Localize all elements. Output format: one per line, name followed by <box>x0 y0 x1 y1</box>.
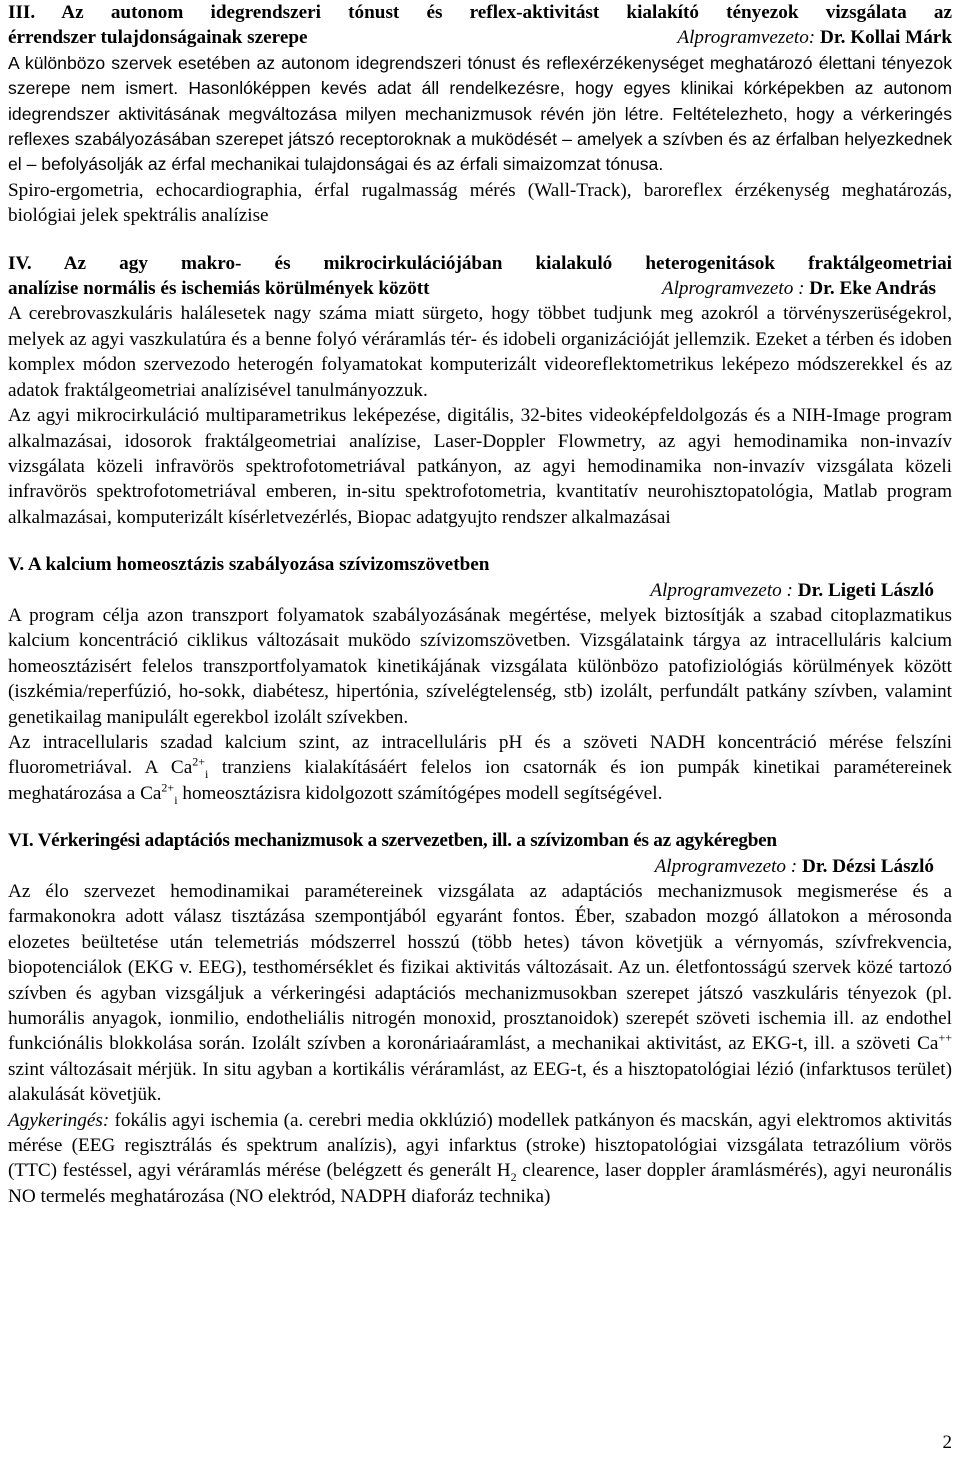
document-page <box>8 0 952 1209</box>
section-5-leader-name: Dr. Ligeti László <box>797 579 934 601</box>
section-4-body: A cerebrovaszkuláris halálesetek nagy száma miatt sürgeto, hogy többet tudjunk meg azokról a törvényszerüségekrol, melyek az agyi vaszkulatúra és a benne folyó véráramlás tér- és idobeli organizációját jellemzik. Ezeket a térben és idoben komplex módon szervezodo heterogén folyamatokat komputerizált videoreflektometrikus leképezo módszerekkel és az adatok fraktálgeometriai analízisével tanulmányozzuk. <box>8 303 952 401</box>
section-6-body: Az élo szervezet hemodinamikai paramétereinek vizsgálata az adaptációs mechanizmusok megismerése és a farmakonokra adott válasz tisztázása szempontjából egyaránt fontos. Éber, szabadon mozgó állatokon a mérosonda elozetes beültetése után telemetriás módszerrel hosszú (több hetes) távon követjük a vérnyomás, szívfrekvencia, biopotenciálok (EKG v. EEG), testhomérséklet és fizikai aktivitás változásait. Az un. életfontosságú szervek közé tartozó szívben és agyban vizsgáljuk a vérkeringési adaptációs mechanizmusokban szerepet játszó vaszkuláris tényezok (pl. humorális anyagok, ionmilio, endotheliális nitrogén monoxid, prosztanoidok) szerepét szöveti ischemia ill. az endothel funkciónális blokkolása során. Izolált szívben a koronáriaáramlást, a mechanikai aktivitást, az EKG-t, ill. a szöveti Ca++ szint változásait mérjük. In situ agyban a kortikális véráramlást, az EEG-t, és a hisztopatológiai lézió (infarktusos terület) alakulását követjük. <box>8 881 952 1106</box>
section-5-methods: Az intracellularis szadad kalcium szint, az intracelluláris pH és a szöveti NADH koncentráció mérése felszíni fluorometriával. A $Ca^{2+}_i$ tranziens kialakításáért felelos ion csatornák és ion pumpák kinetikai paramétereinek meghatározása a $Ca^{2+}_i$ homeosztázisra kidolgozott számítógépes modell segítségével. <box>8 731 952 807</box>
section-3-leader-label: Alprogramvezeto: <box>677 27 816 49</box>
section-4-heading: IV. Az agy makro- és mikrocirkulációjában kialakuló heterogenitások fraktálgeometriai <box>8 252 952 274</box>
spacer <box>8 229 952 251</box>
section-3-heading: III. Az autonom idegrendszeri tónust és reflex-aktivitást kialakító tényezok vizsgálata az <box>8 2 952 23</box>
section-6-leader-name: Dr. Dézsi László <box>802 855 934 877</box>
agykeringes-label: Agykeringés: <box>8 1109 110 1131</box>
spacer <box>8 530 952 552</box>
section-6-leader <box>8 854 952 879</box>
section-3-leader-name: Dr. Kollai Márk <box>820 27 952 49</box>
section-3-body: A különbözo szervek esetében az autonom idegrendszeri tónust és reflexérzékenységet meghatározó élettani tényezok szerepe nem ismert. Hasonlóképpen kevés adat áll rendelkezésre, hogy egyes klinikai kórképekben az autonom idegrendszer aktivitásának megváltozása milyen mechanizmusok révén jön létre. Feltételezheto, hogy a vérkeringés reflexes szabályozásában szerepet játszó receptoroknak a muködését – amelyek a szívben és az érfalban helyezkednek el – befolyásolják az érfal mechanikai tulajdonságai és az érfali simaizomzat tónusa. <box>8 52 952 175</box>
section-5-body: A program célja azon transzport folyamatok szabályozásának megértése, melyek biztosítják a szabad citoplazmatikus kalcium koncentráció ciklikus változásait muködo szívizomszövetben. Vizsgálataink tárgya az intracelluláris kalcium homeosztázisért felelos transzportfolyamatok kinetikájának vizsgálata különbözo patofiziológiás körülmények között (iszkémia/reperfúzió, ho-sokk, diabétesz, hipertónia, szívelégtelenség, stb) izolált, perfundált patkány szívben, valamint genetikailag manipulált egerekbol izolált szívekben. <box>8 604 952 728</box>
section-5-leader <box>8 578 952 603</box>
section-3-methods: Spiro-ergometria, echocardiographia, érfal rugalmasság mérés (Wall-Track), baroreflex érzékenység meghatározás, biológiai jelek spektrális analízise <box>8 179 952 227</box>
section-6 <box>8 828 952 1209</box>
section-3 <box>8 0 952 229</box>
section-4-leader-label: Alprogramvezeto : <box>661 278 805 300</box>
section-3-leader <box>677 25 952 50</box>
section-4-heading-line-2 <box>8 276 952 301</box>
section-4-leader <box>662 276 952 301</box>
section-4-methods: Az agyi mikrocirkuláció multiparametrikus leképezése, digitális, 32-bites videoképfeldolgozás és a NIH-Image program alkalmazásai, idosorok fraktálgeometriai analízise, Laser-Doppler Flowmetry, az agyi hemodinamika non-invazív vizsgálata közeli infravörös spektrofotometriával patkányon, az agyi hemodinamika non-invazív vizsgálata közeli infravörös spektrofotometriával emberen, in-situ spektrofotometria, kvantitatív neurohisztopatológia, Matlab program alkalmazásai, komputerizált kísérletvezérlés, Biopac adatgyujto rendszer alkalmazásai <box>8 405 952 528</box>
section-6-agykeringes: Agykeringés: fokális agyi ischemia (a. cerebri media okklúzió) modellek patkányon és macskán, agyi elektromos aktivitás mérése (EEG regisztrálás és spektrum analízis), agyi infarktus (stroke) hisztopatológiai vizsgálata tetrazólium vörös (TTC) festéssel, agyi véráramlás mérése (belégzett és generált $H_2$ clearence, laser doppler áramlásmérés), agyi neuronális NO termelés meghatározása (NO elektród, NADPH diaforáz technika) <box>8 1109 952 1207</box>
section-5 <box>8 552 952 806</box>
section-6-heading: VI. Vérkeringési adaptációs mechanizmusok a szervezetben, ill. a szívizomban és az agykéregben <box>8 830 777 852</box>
section-4-leader-name: Dr. Eke András <box>809 278 936 300</box>
section-3-heading-line-2 <box>8 25 952 50</box>
section-4-heading-cont: analízise normális és ischemiás körülmények között <box>8 278 430 300</box>
section-4 <box>8 251 952 530</box>
page-number: 2 <box>942 1432 952 1453</box>
section-5-heading: V. A kalcium homeosztázis szabályozása szívizomszövetben <box>8 554 490 576</box>
spacer <box>8 806 952 828</box>
section-5-leader-label: Alprogramvezeto : <box>650 579 793 601</box>
section-6-leader-label: Alprogramvezeto : <box>654 855 798 877</box>
section-3-heading-cont: érrendszer tulajdonságainak szerepe <box>8 27 308 49</box>
